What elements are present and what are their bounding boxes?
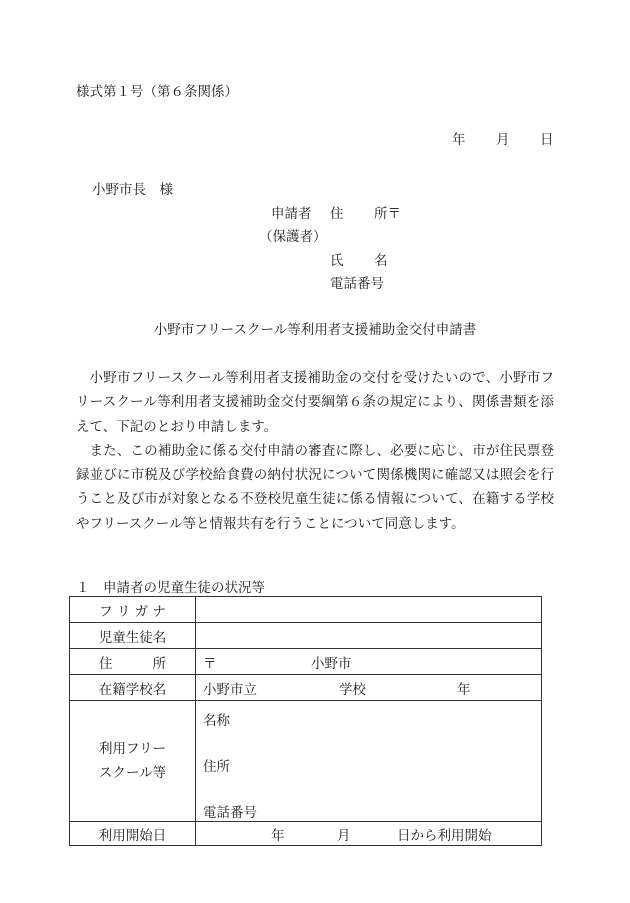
paragraph-1: 小野市フリースクール等利用者支援補助金の交付を受けたいので、小野市フリースクール等利用者支援補助金交付要綱第６条の規定により、関係書類を添えて、下記のとおり申請します。 [76, 370, 554, 435]
section-title: １ 申請者の児童生徒の状況等 [76, 580, 265, 596]
school-prefix: 小野市立 [203, 681, 257, 698]
document-title: 小野市フリースクール等利用者支援補助金交付申請書 [153, 322, 477, 338]
freeschool-label [70, 701, 196, 822]
postal-mark: 〒 [203, 655, 217, 672]
paragraph-2: また、この補助金に係る交付申請の審査に際し、必要に応じ、市が住民票登録並びに市税及び学校給食費の納付状況について関係機関に確認又は照会を行うこと及び市が対象となる不登校児童生徒に係る情報について、在籍する学校やフリースクール等と情報共有を行うことについて同意します。 [76, 442, 554, 532]
freeschool-label-line-2: スクール等 [98, 765, 167, 781]
furigana-row [70, 597, 542, 623]
date-day-label: 日 [540, 132, 554, 148]
freeschool-address-label: 住所 [203, 759, 230, 775]
student-name-label: 児童生徒名 [70, 623, 196, 649]
freeschool-row [70, 701, 542, 822]
school-grade: 年 [457, 681, 471, 698]
furigana-label: フ リ ガ ナ [70, 597, 196, 623]
address-city: 小野市 [311, 655, 352, 672]
freeschool-phone-label: 電話番号 [203, 805, 257, 821]
applicant-address-label-2: 所〒 [374, 206, 401, 222]
furigana-field[interactable] [196, 597, 542, 623]
student-name-field[interactable] [196, 623, 542, 649]
address-field[interactable] [196, 649, 542, 675]
freeschool-name-label: 名称 [203, 713, 230, 729]
body-text [76, 366, 554, 536]
applicant-phone-label: 電話番号 [330, 276, 384, 292]
freeschool-field[interactable] [196, 701, 542, 822]
addressee: 小野市長 様 [92, 182, 173, 198]
applicant-address-label: 住 [330, 206, 344, 222]
date-month-label: 月 [496, 132, 510, 148]
address-label [70, 649, 196, 675]
applicant-name-label: 氏 [330, 253, 344, 269]
form-number: 様式第１号（第６条関係） [76, 84, 238, 100]
school-type: 学校 [339, 681, 366, 698]
school-row [70, 675, 542, 701]
student-info-table [69, 596, 542, 846]
address-label-a: 住 [99, 655, 113, 672]
student-name-row [70, 623, 542, 649]
start-date-row [70, 822, 542, 846]
applicant-label: 申請者 [271, 206, 312, 222]
school-field[interactable] [196, 675, 542, 701]
start-year-label: 年 [271, 827, 285, 844]
freeschool-label-line-1: 利用フリー [99, 741, 166, 757]
start-date-label: 利用開始日 [70, 822, 196, 846]
date-year-label: 年 [452, 132, 466, 148]
address-row [70, 649, 542, 675]
address-label-b: 所 [152, 655, 166, 672]
start-month-label: 月 [337, 827, 351, 844]
guardian-label: （保護者） [259, 229, 327, 245]
school-label: 在籍学校名 [70, 675, 196, 701]
start-suffix: 日から利用開始 [397, 827, 492, 844]
start-date-field[interactable] [196, 822, 542, 846]
applicant-name-label-2: 名 [374, 253, 388, 269]
